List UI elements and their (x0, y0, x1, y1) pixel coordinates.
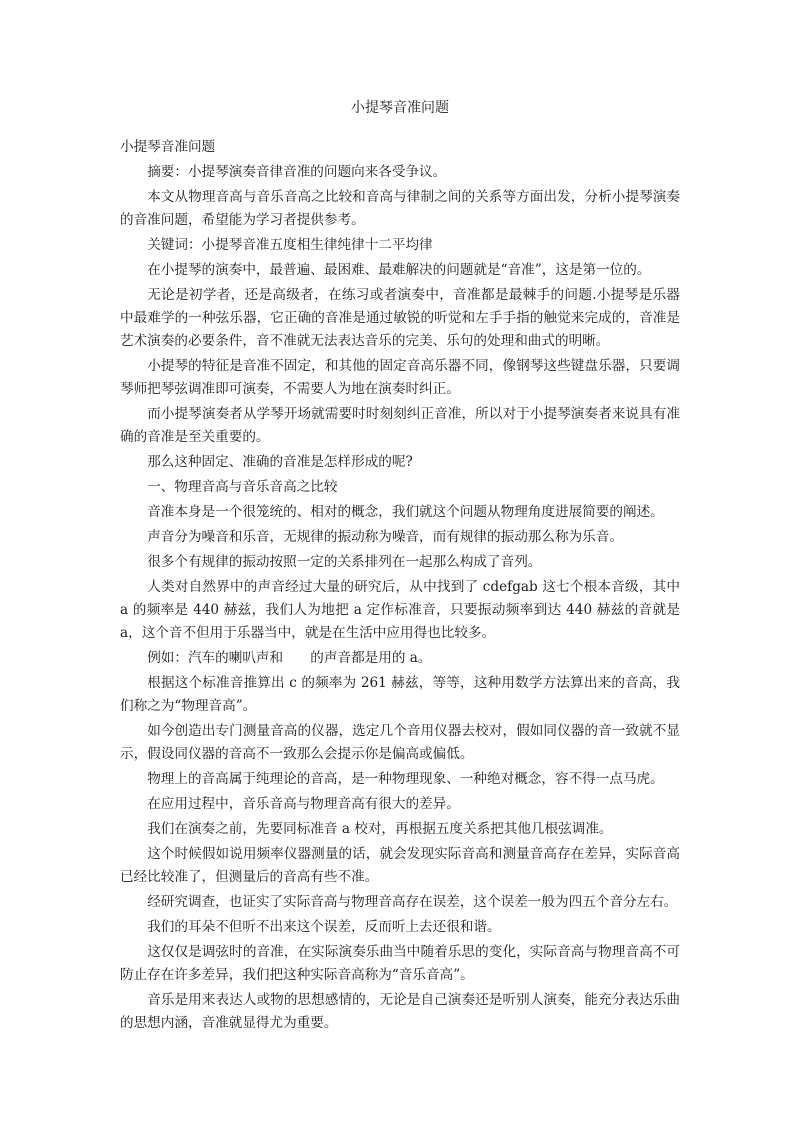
body-paragraph: 本文从物理音高与音乐音高之比较和音高与律制之间的关系等方面出发，分析小提琴演奏的音准问题，希望能为学习者提供参考。 (120, 189, 680, 228)
body-paragraph: 人类对自然界中的声音经过大量的研究后，从中找到了 cdefgab 这七个根本音级，其中 a 的频率是 440 赫兹，我们人为地把 a 定作标准音，只要振动频率到达 440 赫兹的音就是 a，这个音不但用于乐器当中，就是在生活中应用得也比较多。 (120, 579, 680, 641)
abstract-paragraph: 摘要：小提琴演奏音律音准的问题向来各受争议。 (147, 164, 447, 180)
body-paragraph: 小提琴的特征是音准不固定，和其他的固定音高乐器不同，像钢琴这些键盘乐器，只要调琴师把琴弦调准即可演奏，不需要人为地在演奏时纠正。 (120, 358, 680, 397)
body-paragraph: 很多个有规律的振动按照一定的关系排列在一起那么构成了音列。 (147, 554, 542, 570)
section-heading: 一、物理音高与音乐音高之比较 (147, 479, 338, 495)
body-paragraph: 经研究调查，也证实了实际音高与物理音高存在误差，这个误差一般为四五个音分左右。 (147, 894, 678, 910)
body-paragraph: 我们的耳朵不但听不出来这个误差，反而听上去还很和谐。 (147, 919, 501, 935)
body-paragraph: 音乐是用来表达人或物的思想感情的，无论是自己演奏还是听别人演奏，能充分表达乐曲的思想内涵，音准就显得尤为重要。 (120, 992, 680, 1031)
body-paragraph: 如今创造出专门测量音高的仪器，选定几个音用仪器去校对，假如同仪器的音一致就不显示，假设同仪器的音高不一致那么会提示你是偏高或偏低。 (120, 723, 680, 762)
body-paragraph: 我们在演奏之前，先要同标准音 a 校对，再根据五度关系把其他几根弦调准。 (147, 821, 613, 837)
body-paragraph: 根据这个标准音推算出 c 的频率为 261 赫兹，等等，这种用数学方法算出来的音高，我们称之为“物理音高”。 (120, 675, 680, 714)
keywords-paragraph: 关键词：小提琴音准五度相生律纯律十二平均律 (147, 237, 433, 253)
body-paragraph: 物理上的音高属于纯理论的音高，是一种物理现象、一种绝对概念，容不得一点马虎。 (147, 771, 664, 787)
body-paragraph: 在应用过程中，音乐音高与物理音高有很大的差异。 (147, 796, 460, 812)
document-subtitle: 小提琴音准问题 (120, 139, 216, 155)
body-paragraph: 在小提琴的演奏中，最普遍、最困难、最难解决的问题就是“音准”，这是第一位的。 (147, 262, 651, 278)
body-paragraph: 无论是初学者，还是高级者，在练习或者演奏中，音准都是最棘手的问题.小提琴是乐器中最难学的一种弦乐器，它正确的音准是通过敏锐的听觉和左手手指的触觉来完成的，音准是艺术演奏的必要条件，音不准就无法表达音乐的完美、乐句的处理和曲式的明晰。 (120, 287, 680, 349)
body-paragraph: 例如：汽车的喇叭声和 的声音都是用的 a。 (147, 650, 432, 666)
body-paragraph: 这仅仅是调弦时的音准，在实际演奏乐曲当中随着乐思的变化，实际音高与物理音高不可防止存在许多差异，我们把这种实际音高称为“音乐音高”。 (120, 944, 680, 983)
body-paragraph: 声音分为噪音和乐音，无规律的振动称为噪音，而有规律的振动那么称为乐音。 (147, 529, 623, 545)
body-paragraph: 音准本身是一个很笼统的、相对的概念，我们就这个问题从物理角度进展简要的阐述。 (147, 504, 664, 520)
body-paragraph: 而小提琴演奏者从学琴开场就需要时时刻刻纠正音准，所以对于小提琴演奏者来说具有准确的音准是至关重要的。 (120, 406, 680, 445)
body-paragraph: 这个时候假如说用频率仪器测量的话，就会发现实际音高和测量音高存在差异，实际音高已经比较准了，但测量后的音高有些不准。 (120, 846, 680, 885)
body-paragraph: 那么这种固定、准确的音准是怎样形成的呢? (147, 454, 413, 470)
document-title: 小提琴音准问题 (351, 100, 449, 116)
document-body (120, 136, 680, 1037)
